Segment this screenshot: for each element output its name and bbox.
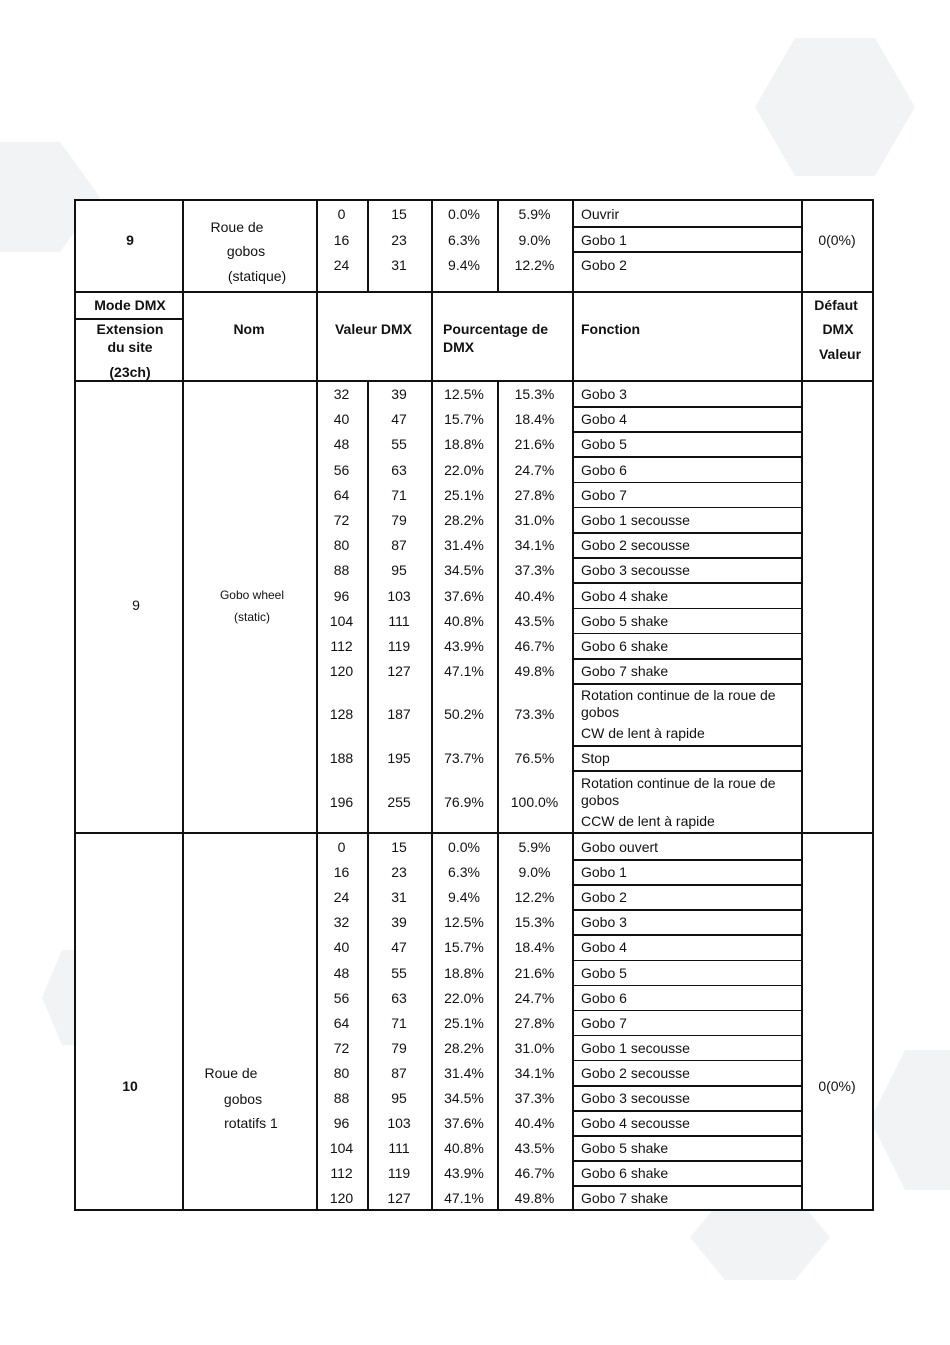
percent-to: 5.9% xyxy=(518,206,551,222)
col-line-pct-from xyxy=(497,199,499,291)
function-text: Gobo 7 xyxy=(581,1014,627,1031)
header-function: Fonction xyxy=(581,321,641,337)
percent-to: 21.6% xyxy=(514,436,555,453)
percent-from: 37.6% xyxy=(444,1115,484,1132)
header-default: DMX xyxy=(822,321,854,337)
dmx-to: 87 xyxy=(391,1064,407,1081)
function-row-line xyxy=(572,251,801,253)
header-split xyxy=(76,318,184,320)
dmx-from: 40 xyxy=(333,939,350,956)
function-text: Stop xyxy=(581,750,610,766)
function-text: Gobo 1 secousse xyxy=(581,1039,690,1056)
parameter-name: Gobo wheel xyxy=(219,588,285,602)
function-row-line xyxy=(572,1060,801,1062)
dmx-to: 103 xyxy=(387,1115,411,1132)
percent-from: 50.2% xyxy=(444,705,484,722)
header-extension: (23ch) xyxy=(109,364,151,380)
function-text: Gobo 2 secousse xyxy=(581,1064,690,1081)
dmx-from: 72 xyxy=(333,512,350,528)
function-row-line xyxy=(572,608,801,610)
dmx-to: 15 xyxy=(391,206,407,222)
percent-to: 76.5% xyxy=(514,750,555,766)
percent-to: 21.6% xyxy=(514,964,555,981)
header-mode: Mode DMX xyxy=(94,297,166,313)
default-value: 0(0%) xyxy=(818,1078,856,1094)
parameter-name: Roue de xyxy=(204,1065,258,1081)
dmx-from: 88 xyxy=(333,1090,350,1106)
dmx-from: 104 xyxy=(329,612,354,629)
function-text: Gobo 3 secousse xyxy=(581,1090,690,1106)
function-text: Gobo 5 shake xyxy=(581,612,669,629)
function-text: Gobo 4 xyxy=(581,939,627,956)
percent-from: 25.1% xyxy=(444,1014,484,1031)
dmx-to: 71 xyxy=(391,1014,407,1031)
dmx-to: 31 xyxy=(391,257,407,273)
percent-from: 43.9% xyxy=(444,1165,484,1182)
function-row-line xyxy=(572,456,801,458)
section-divider xyxy=(76,291,872,293)
percent-from: 76.9% xyxy=(444,793,484,810)
percent-to: 24.7% xyxy=(514,989,555,1006)
percent-to: 34.1% xyxy=(514,537,555,554)
function-text: Gobo 5 xyxy=(581,964,627,981)
col-line-dmx-from xyxy=(367,199,369,291)
dmx-to: 111 xyxy=(388,1140,410,1157)
dmx-to: 79 xyxy=(391,512,407,528)
header-default: Défaut xyxy=(814,297,858,313)
function-text: Gobo 1 secousse xyxy=(581,512,690,528)
percent-from: 0.0% xyxy=(448,206,480,222)
dmx-from: 72 xyxy=(333,1039,350,1056)
percent-from: 40.8% xyxy=(444,612,484,629)
section-divider xyxy=(76,832,872,834)
function-text: Gobo 3 secousse xyxy=(581,562,690,579)
percent-from: 31.4% xyxy=(444,1064,484,1081)
dmx-from: 48 xyxy=(333,436,350,453)
dmx-from: 64 xyxy=(333,1014,350,1031)
dmx-from: 96 xyxy=(333,1115,350,1132)
percent-to: 31.0% xyxy=(514,512,555,528)
percent-from: 0.0% xyxy=(448,839,480,855)
dmx-to: 95 xyxy=(391,1090,407,1106)
percent-from: 6.3% xyxy=(448,232,480,248)
dmx-to: 55 xyxy=(391,964,407,981)
dmx-to: 39 xyxy=(391,386,407,402)
dmx-from: 56 xyxy=(333,461,350,478)
col-line-dmx-to xyxy=(431,199,433,1211)
dmx-to: 31 xyxy=(391,889,407,906)
percent-from: 28.2% xyxy=(444,512,484,528)
function-text: Gobo 1 xyxy=(581,232,627,248)
percent-to: 12.2% xyxy=(514,257,555,273)
parameter-name: Roue de xyxy=(210,219,264,235)
function-text: Gobo 1 xyxy=(581,864,627,881)
function-row-line xyxy=(572,532,801,534)
header-extension: du site xyxy=(107,339,153,355)
percent-from: 25.1% xyxy=(444,486,484,503)
dmx-to: 39 xyxy=(391,914,407,931)
function-text: Gobo 6 xyxy=(581,461,627,478)
header-extension: Extension xyxy=(96,321,164,337)
percent-to: 40.4% xyxy=(514,1115,555,1132)
function-text: Gobo 7 xyxy=(581,486,627,503)
channel-number: 9 xyxy=(126,232,134,248)
function-text: Rotation continue de la roue de xyxy=(581,687,776,703)
percent-from: 73.7% xyxy=(444,750,484,766)
header-percentage: DMX xyxy=(443,339,475,355)
function-text: Gobo 2 xyxy=(581,889,627,906)
dmx-from: 56 xyxy=(333,989,350,1006)
dmx-to: 23 xyxy=(391,864,407,881)
dmx-to: 195 xyxy=(387,750,411,766)
dmx-from: 112 xyxy=(330,1165,353,1182)
dmx-to: 63 xyxy=(391,989,407,1006)
percent-to: 43.5% xyxy=(514,612,555,629)
function-text: gobos xyxy=(581,792,620,808)
function-text: CW de lent à rapide xyxy=(581,725,705,741)
percent-to: 12.2% xyxy=(514,889,555,906)
function-row-line xyxy=(572,1085,801,1087)
percent-to: 49.8% xyxy=(514,1190,555,1207)
function-text: Gobo 6 shake xyxy=(581,638,669,654)
percent-from: 34.5% xyxy=(444,562,484,579)
function-text: gobos xyxy=(581,704,620,720)
function-row-line xyxy=(572,884,801,886)
percent-from: 37.6% xyxy=(444,587,484,604)
dmx-to: 79 xyxy=(391,1039,407,1056)
percent-to: 46.7% xyxy=(514,1165,555,1182)
percent-from: 12.5% xyxy=(444,914,484,931)
percent-to: 49.8% xyxy=(514,663,555,680)
function-row-line xyxy=(572,909,801,911)
function-text: Gobo 3 xyxy=(581,386,627,402)
function-text: Gobo 4 shake xyxy=(581,587,669,604)
dmx-from: 120 xyxy=(329,1190,354,1207)
function-row-line xyxy=(572,770,801,772)
dmx-to: 47 xyxy=(391,939,407,956)
dmx-to: 71 xyxy=(391,486,407,503)
default-value: 0(0%) xyxy=(818,232,856,248)
dmx-to: 187 xyxy=(387,705,411,722)
function-row-line xyxy=(572,658,801,660)
percent-to: 34.1% xyxy=(514,1064,555,1081)
hexagon-shape xyxy=(870,1050,950,1190)
function-row-line xyxy=(572,745,801,747)
percent-to: 37.3% xyxy=(514,1090,555,1106)
function-row-line xyxy=(572,1110,801,1112)
col-line-pct-from xyxy=(497,381,499,1211)
dmx-from: 88 xyxy=(333,562,350,579)
dmx-to: 87 xyxy=(391,537,407,554)
dmx-from: 188 xyxy=(329,750,354,766)
parameter-name: (static) xyxy=(234,610,270,624)
percent-to: 9.0% xyxy=(518,864,551,881)
function-row-line xyxy=(572,985,801,987)
dmx-from: 32 xyxy=(333,914,350,931)
dmx-from: 104 xyxy=(329,1140,354,1157)
percent-from: 40.8% xyxy=(444,1140,484,1157)
percent-to: 40.4% xyxy=(514,587,555,604)
dmx-to: 103 xyxy=(387,587,411,604)
dmx-to: 63 xyxy=(391,461,407,478)
dmx-from: 196 xyxy=(329,793,354,810)
function-row-line xyxy=(572,582,801,584)
channel-number: 10 xyxy=(122,1078,138,1094)
dmx-to: 119 xyxy=(387,1165,411,1182)
percent-to: 24.7% xyxy=(514,461,555,478)
function-text: Gobo 4 xyxy=(581,411,627,428)
percent-to: 31.0% xyxy=(514,1039,555,1056)
percent-from: 15.7% xyxy=(444,939,484,956)
function-row-line xyxy=(572,859,801,861)
dmx-from: 64 xyxy=(333,486,350,503)
percent-from: 9.4% xyxy=(448,889,480,906)
percent-to: 15.3% xyxy=(514,386,555,402)
function-text: Ouvrir xyxy=(581,206,620,222)
dmx-from: 0 xyxy=(337,839,346,855)
function-row-line xyxy=(572,557,801,559)
function-text: Rotation continue de la roue de xyxy=(581,775,776,791)
col-line-channel xyxy=(182,199,184,1211)
percent-from: 34.5% xyxy=(444,1090,484,1106)
function-text: Gobo 7 shake xyxy=(581,1190,669,1207)
dmx-from: 80 xyxy=(333,1064,350,1081)
percent-to: 37.3% xyxy=(514,562,555,579)
percent-from: 22.0% xyxy=(444,989,484,1006)
dmx-from: 80 xyxy=(333,537,350,554)
percent-from: 15.7% xyxy=(444,411,484,428)
function-row-line xyxy=(572,406,801,408)
dmx-from: 96 xyxy=(333,587,350,604)
parameter-name: gobos xyxy=(226,243,266,259)
parameter-name: gobos xyxy=(223,1091,263,1107)
percent-to: 27.8% xyxy=(514,1014,555,1031)
function-row-line xyxy=(572,482,801,484)
percent-to: 5.9% xyxy=(518,839,551,855)
function-row-line xyxy=(572,934,801,936)
percent-from: 6.3% xyxy=(448,864,480,881)
function-row-line xyxy=(572,1035,801,1037)
percent-to: 15.3% xyxy=(514,914,555,931)
percent-to: 46.7% xyxy=(514,638,555,654)
percent-to: 100.0% xyxy=(510,793,559,810)
dmx-from: 24 xyxy=(333,257,350,273)
function-row-line xyxy=(572,1160,801,1162)
dmx-from: 16 xyxy=(333,232,350,248)
col-line-function xyxy=(801,199,803,1211)
percent-from: 43.9% xyxy=(444,638,484,654)
dmx-from: 120 xyxy=(329,663,354,680)
section-divider xyxy=(76,380,872,382)
dmx-to: 95 xyxy=(391,562,407,579)
percent-from: 22.0% xyxy=(444,461,484,478)
percent-from: 18.8% xyxy=(444,436,484,453)
dmx-to: 15 xyxy=(391,839,407,855)
function-row-line xyxy=(572,683,801,685)
percent-to: 27.8% xyxy=(514,486,555,503)
function-text: Gobo 4 secousse xyxy=(581,1115,690,1132)
dmx-to: 119 xyxy=(387,638,411,654)
function-text: Gobo 3 xyxy=(581,914,627,931)
col-line-dmx-from xyxy=(367,381,369,1211)
header-percentage: Pourcentage de xyxy=(443,321,549,337)
function-row-line xyxy=(572,960,801,962)
function-text: Gobo 6 xyxy=(581,989,627,1006)
percent-to: 43.5% xyxy=(514,1140,555,1157)
percent-from: 28.2% xyxy=(444,1039,484,1056)
percent-from: 18.8% xyxy=(444,964,484,981)
dmx-from: 32 xyxy=(333,386,350,402)
parameter-name: rotatifs 1 xyxy=(224,1115,278,1131)
function-text: CCW de lent à rapide xyxy=(581,813,715,829)
function-text: Gobo 5 shake xyxy=(581,1140,669,1157)
dmx-channel-table xyxy=(74,199,874,1211)
function-text: Gobo 5 xyxy=(581,436,627,453)
header-default: Valeur xyxy=(818,346,862,362)
dmx-from: 16 xyxy=(333,864,350,881)
function-text: Gobo 2 xyxy=(581,257,627,273)
percent-from: 47.1% xyxy=(444,663,484,680)
dmx-from: 128 xyxy=(329,705,354,722)
percent-from: 9.4% xyxy=(448,257,480,273)
function-text: Gobo 7 shake xyxy=(581,663,669,680)
dmx-to: 255 xyxy=(387,793,411,810)
percent-to: 18.4% xyxy=(514,411,555,428)
parameter-name: (statique) xyxy=(227,268,287,284)
function-text: Gobo ouvert xyxy=(581,839,659,855)
dmx-from: 48 xyxy=(333,964,350,981)
function-text: Gobo 6 shake xyxy=(581,1165,669,1182)
function-row-line xyxy=(572,226,801,228)
dmx-to: 23 xyxy=(391,232,407,248)
dmx-to: 127 xyxy=(387,1190,411,1207)
dmx-to: 47 xyxy=(391,411,407,428)
hexagon-shape xyxy=(755,38,915,176)
function-row-line xyxy=(572,507,801,509)
function-row-line xyxy=(572,431,801,433)
col-line-name xyxy=(316,199,318,1211)
percent-from: 12.5% xyxy=(444,386,484,402)
function-row-line xyxy=(572,1185,801,1187)
function-text: Gobo 2 secousse xyxy=(581,537,690,554)
percent-to: 18.4% xyxy=(514,939,555,956)
function-row-line xyxy=(572,1135,801,1137)
dmx-from: 24 xyxy=(333,889,350,906)
dmx-to: 127 xyxy=(387,663,411,680)
header-name: Nom xyxy=(233,321,265,337)
dmx-to: 111 xyxy=(388,612,410,629)
percent-from: 31.4% xyxy=(444,537,484,554)
header-dmx-value: Valeur DMX xyxy=(334,321,413,337)
dmx-to: 55 xyxy=(391,436,407,453)
dmx-from: 112 xyxy=(330,638,353,654)
function-row-line xyxy=(572,1010,801,1012)
function-row-line xyxy=(572,633,801,635)
percent-to: 73.3% xyxy=(514,705,555,722)
dmx-from: 40 xyxy=(333,411,350,428)
percent-from: 47.1% xyxy=(444,1190,484,1207)
dmx-from: 0 xyxy=(337,206,346,222)
percent-to: 9.0% xyxy=(518,232,551,248)
channel-number: 9 xyxy=(132,597,140,613)
